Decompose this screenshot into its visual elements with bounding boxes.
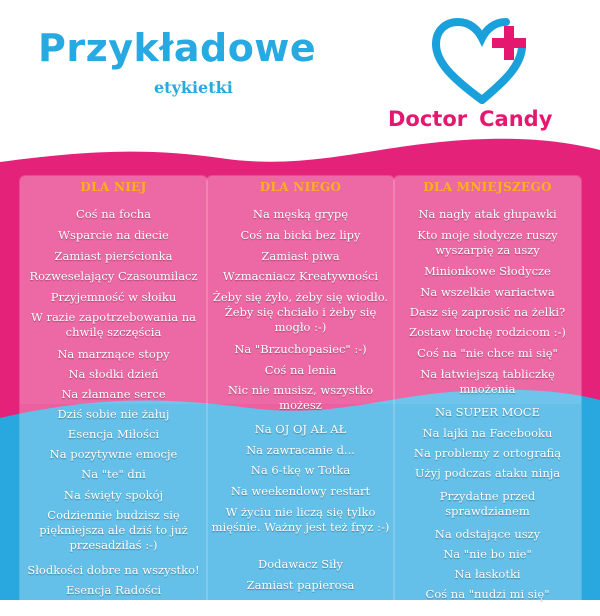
list-item: Żeby się żyło, żeby się wiodło. Żeby się chciało i żeby się mogło :-) <box>212 290 389 334</box>
list-item: Na SUPER MOCE <box>435 405 540 419</box>
list-item: Na święty spokój <box>63 488 164 502</box>
page-title: Przykładowe <box>38 26 317 70</box>
list-item: Na OJ OJ AŁ AŁ <box>254 422 347 436</box>
list-item: Na męską grypę <box>252 207 349 221</box>
list-item: Na odstające uszy <box>434 527 541 541</box>
list-item: Kto moje słodycze ruszy wyszarpię za uszy <box>417 228 558 257</box>
list-item: Na nagły atak głupawki <box>418 207 557 221</box>
column-header: DLA MNIEJSZEGO <box>423 180 552 194</box>
list-item: Nic nie musisz, wszystko możesz <box>227 383 374 412</box>
column-header: DLA NIEGO <box>259 180 342 194</box>
list-item: Na złamane serce <box>61 387 166 401</box>
list-item: Rozweselający Czasoumilacz <box>29 269 198 283</box>
list-item: Słodkości dobre na wszystko! <box>27 563 200 577</box>
list-item: Na łaskotki <box>454 567 521 581</box>
list-item: W razie zapotrzebowania na chwilę szczęścia <box>30 310 197 339</box>
list-item: Zamiast pierścionka <box>54 249 173 263</box>
column-dla-mniejszego <box>394 176 581 616</box>
brand-word-doctor: Doctor <box>388 107 468 131</box>
column-header: DLA NIEJ <box>80 180 147 194</box>
list-item: Coś na "nudzi mi się" <box>425 587 550 601</box>
list-item: Na "nie bo nie" <box>443 547 532 561</box>
list-item: Zostaw trochę rodzicom :-) <box>409 325 566 339</box>
list-item: Dodawacz Siły <box>258 557 343 571</box>
list-item: W życiu nie liczą się tylko mięśnie. Ważny jest też fryz :-) <box>211 505 390 534</box>
list-item: Wsparcie na diecie <box>58 228 169 242</box>
list-item: Użyj podczas ataku ninja <box>414 466 561 480</box>
list-item: Na zawracanie d... <box>246 443 355 457</box>
list-item: Na wszelkie wariactwa <box>420 285 555 299</box>
list-item: Na marznące stopy <box>57 347 170 361</box>
list-item: Na problemy z ortografią <box>413 446 562 460</box>
column-dla-niej <box>20 176 207 616</box>
list-item: Na "Brzuchopasiec" :-) <box>234 342 367 356</box>
list-item: Na 6-tkę w Totka <box>250 463 351 477</box>
list-item: Coś na "nie chce mi się" <box>417 346 558 360</box>
list-item: Coś na bicki bez lipy <box>240 228 361 242</box>
list-item: Na pozytywne emocje <box>49 447 178 461</box>
list-item: Przydatne przed sprawdzianem <box>439 489 536 518</box>
list-item: Zamiast piwa <box>261 249 340 263</box>
column-dla-niego <box>207 176 394 616</box>
list-item: Coś na focha <box>75 207 152 221</box>
list-item: Esencja Miłości <box>67 427 160 441</box>
list-item: Coś na lenia <box>264 363 337 377</box>
heart-cross-icon <box>432 18 532 106</box>
list-item: Dasz się zaprosić na żelki? <box>409 305 566 319</box>
list-item: Esencja Radości <box>65 583 162 597</box>
brand-word-candy: Candy <box>479 107 553 131</box>
list-item: Zamiast papierosa <box>246 578 355 592</box>
list-item: Minionkowe Słodycze <box>424 264 551 278</box>
list-item: Na słodki dzień <box>68 367 159 381</box>
list-item: Na weekendowy restart <box>230 484 371 498</box>
list-item: Codziennie budzisz się piękniejsza ale dziś to już przesadziłaś :-) <box>39 508 188 552</box>
list-item: Dziś sobie nie żałuj <box>57 407 170 421</box>
brand-logo-text <box>388 107 552 131</box>
list-item: Wzmacniacz Kreatywności <box>222 269 379 283</box>
list-item: Na "te" dni <box>81 467 146 481</box>
list-item: Na łatwiejszą tabliczkę mnożenia <box>420 367 555 396</box>
list-item: Na lajki na Facebooku <box>422 426 553 440</box>
list-item: Przyjemność w słoiku <box>50 290 177 304</box>
page-subtitle: etykietki <box>154 78 233 97</box>
